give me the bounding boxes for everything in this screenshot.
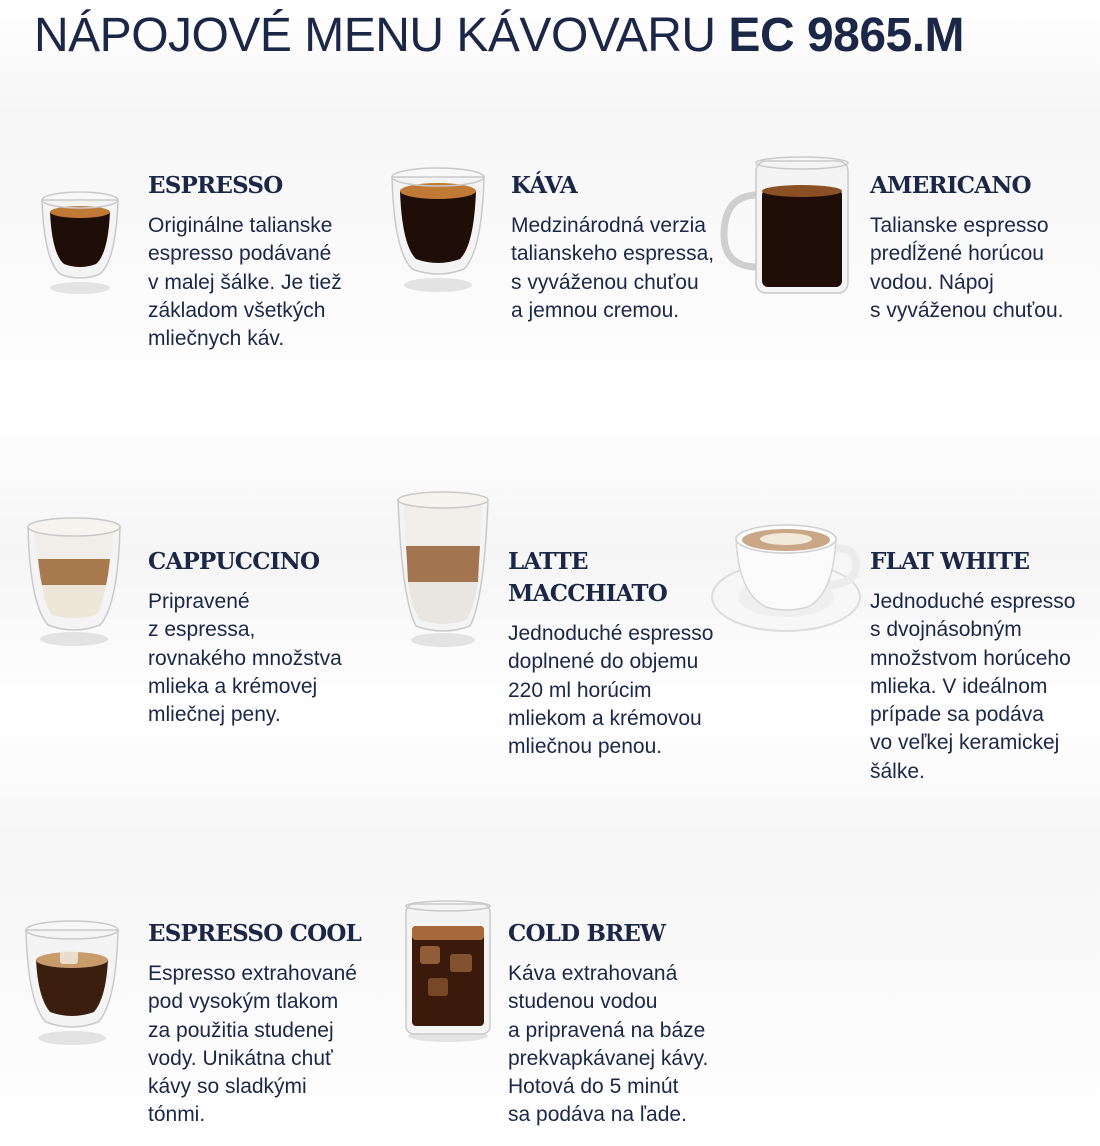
- drink-espresso: [148, 170, 342, 353]
- drink-description: Káva extrahovaná studenou vodou a pripravená na báze prekvapkávanej kávy. Hotová do 5 minút sa podáva na ľade.: [508, 962, 709, 1127]
- espresso-cool-glass-icon: [22, 918, 122, 1048]
- drink-flat-white: [870, 546, 1075, 786]
- drink-description: Originálne talianske espresso podávané v malej šálke. Je tiež základom všetkých mliečnych káv.: [148, 214, 342, 351]
- coffee-glass-icon: [388, 165, 488, 295]
- drink-description: Jednoduché espresso s dvojnásobným množstvom horúceho mlieka. V ideálnom prípade sa podáva vo veľkej keramickej šálke.: [870, 590, 1076, 783]
- drink-name: LATTE MACCHIATO: [508, 548, 667, 607]
- latte-macchiato-glass-icon: [394, 490, 492, 650]
- cold-brew-glass-icon: [402, 898, 494, 1043]
- drink-name: AMERICANO: [870, 172, 1031, 199]
- drink-cold-brew: [508, 918, 708, 1130]
- drink-espresso-cool: [148, 918, 361, 1130]
- drink-name: ESPRESSO COOL: [148, 920, 361, 947]
- espresso-glass-icon: [38, 188, 122, 298]
- drink-cappuccino: [148, 546, 342, 729]
- drink-name: CAPPUCCINO: [148, 548, 320, 575]
- drink-americano: [870, 170, 1064, 325]
- drink-kava: [511, 170, 714, 325]
- page-title: [34, 8, 964, 63]
- cappuccino-glass-icon: [24, 515, 124, 650]
- drink-description: Talianske espresso predĺžené horúcou vodou. Nápoj s vyváženou chuťou.: [870, 214, 1064, 322]
- drink-name: FLAT WHITE: [870, 548, 1030, 575]
- americano-mug-icon: [718, 155, 853, 300]
- title-model: EC 9865.M: [728, 9, 965, 62]
- drink-name: COLD BREW: [508, 920, 666, 947]
- drink-name: ESPRESSO: [148, 172, 283, 199]
- drink-description: Espresso extrahované pod vysokým tlakom za použitia studenej vody. Unikátna chuť kávy so sladkými tónmi.: [148, 962, 357, 1127]
- drink-latte-macchiato: [508, 546, 713, 761]
- title-light: NÁPOJOVÉ MENU KÁVOVARU: [34, 9, 729, 62]
- drink-description: Medzinárodná verzia talianskeho espressa, s vyváženou chuťou a jemnou cremou.: [511, 214, 715, 322]
- drink-description: Jednoduché espresso doplnené do objemu 220 ml horúcim mliekom a krémovou mliečnou penou.: [508, 622, 714, 759]
- drink-name: KÁVA: [511, 172, 577, 199]
- flat-white-cup-icon: [710, 515, 865, 645]
- drink-description: Pripravené z espressa, rovnakého množstva mlieka a krémovej mliečnej peny.: [148, 590, 342, 727]
